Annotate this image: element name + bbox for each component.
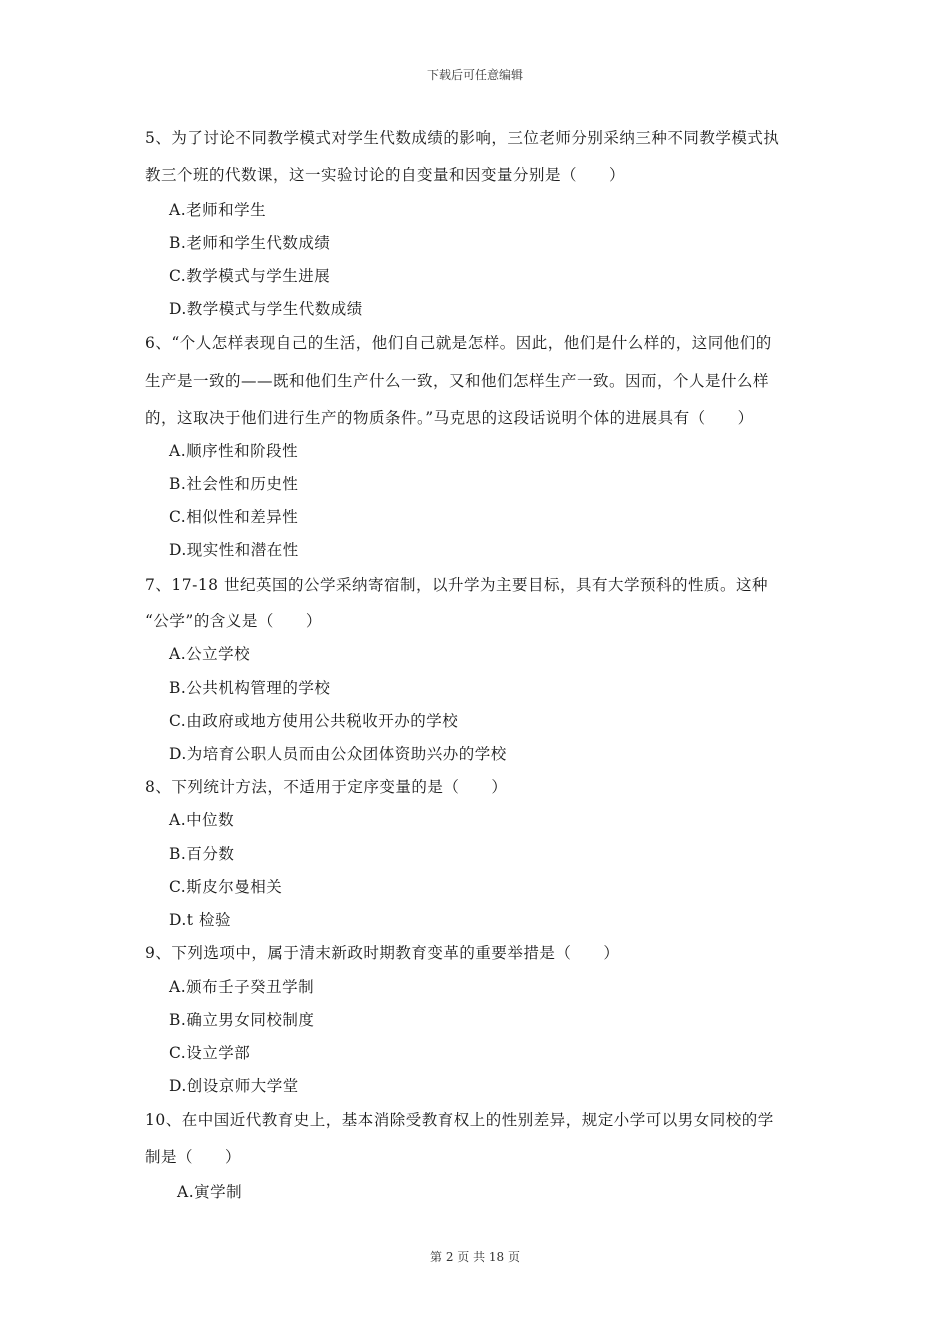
- question-line: 5、为了讨论不同教学模式对学生代数成绩的影响，三位老师分别采纳三种不同教学模式执: [145, 129, 780, 147]
- option-line: D.t 检验: [169, 911, 231, 929]
- option-line: C.教学模式与学生进展: [169, 267, 331, 285]
- option-line: B.确立男女同校制度: [169, 1011, 315, 1029]
- option-line: A.老师和学生: [169, 201, 267, 219]
- option-line: C.相似性和差异性: [169, 508, 299, 526]
- option-line: A.公立学校: [169, 645, 251, 663]
- option-line: D.创设京师大学堂: [169, 1077, 299, 1095]
- question-line: 制是（ ）: [145, 1148, 242, 1166]
- option-line: A.寅学制: [177, 1183, 243, 1201]
- option-line: A.顺序性和阶段性: [169, 442, 299, 460]
- question-line: 10、在中国近代教育史上，基本消除受教育权上的性别差异，规定小学可以男女同校的学: [145, 1111, 774, 1129]
- question-line: 教三个班的代数课，这一实验讨论的自变量和因变量分别是（ ）: [145, 166, 626, 184]
- option-line: D.现实性和潜在性: [169, 541, 299, 559]
- page-header: 下载后可任意编辑: [426, 68, 523, 82]
- option-line: B.社会性和历史性: [169, 475, 299, 493]
- question-line: 7、17-18 世纪英国的公学采纳寄宿制，以升学为主要目标，具有大学预科的性质。这种: [145, 576, 768, 594]
- question-line: 8、下列统计方法，不适用于定序变量的是（ ）: [145, 778, 508, 796]
- question-line: 生产是一致的——既和他们生产什么一致，又和他们怎样生产一致。因而，个人是什么样: [145, 372, 770, 390]
- option-line: A.颁布壬子癸丑学制: [169, 978, 315, 996]
- option-line: C.设立学部: [169, 1044, 251, 1062]
- option-line: C.由政府或地方使用公共税收开办的学校: [169, 712, 459, 730]
- question-line: 6、“个人怎样表现自己的生活，他们自己就是怎样。因此，他们是什么样的，这同他们的: [145, 334, 772, 352]
- option-line: A.中位数: [169, 811, 235, 829]
- page-footer: 第 2 页 共 18 页: [430, 1250, 520, 1264]
- option-line: D.教学模式与学生代数成绩: [169, 300, 363, 318]
- option-line: B.公共机构管理的学校: [169, 679, 331, 697]
- question-line: “公学”的含义是（ ）: [145, 612, 322, 630]
- option-line: C.斯皮尔曼相关: [169, 878, 283, 896]
- option-line: B.老师和学生代数成绩: [169, 234, 331, 252]
- question-line: 9、下列选项中，属于清末新政时期教育变革的重要举措是（ ）: [145, 944, 620, 962]
- question-line: 的，这取决于他们进行生产的物质条件。”马克思的这段话说明个体的进展具有（ ）: [145, 409, 754, 427]
- option-line: B.百分数: [169, 845, 235, 863]
- option-line: D.为培育公职人员而由公众团体资助兴办的学校: [169, 745, 507, 763]
